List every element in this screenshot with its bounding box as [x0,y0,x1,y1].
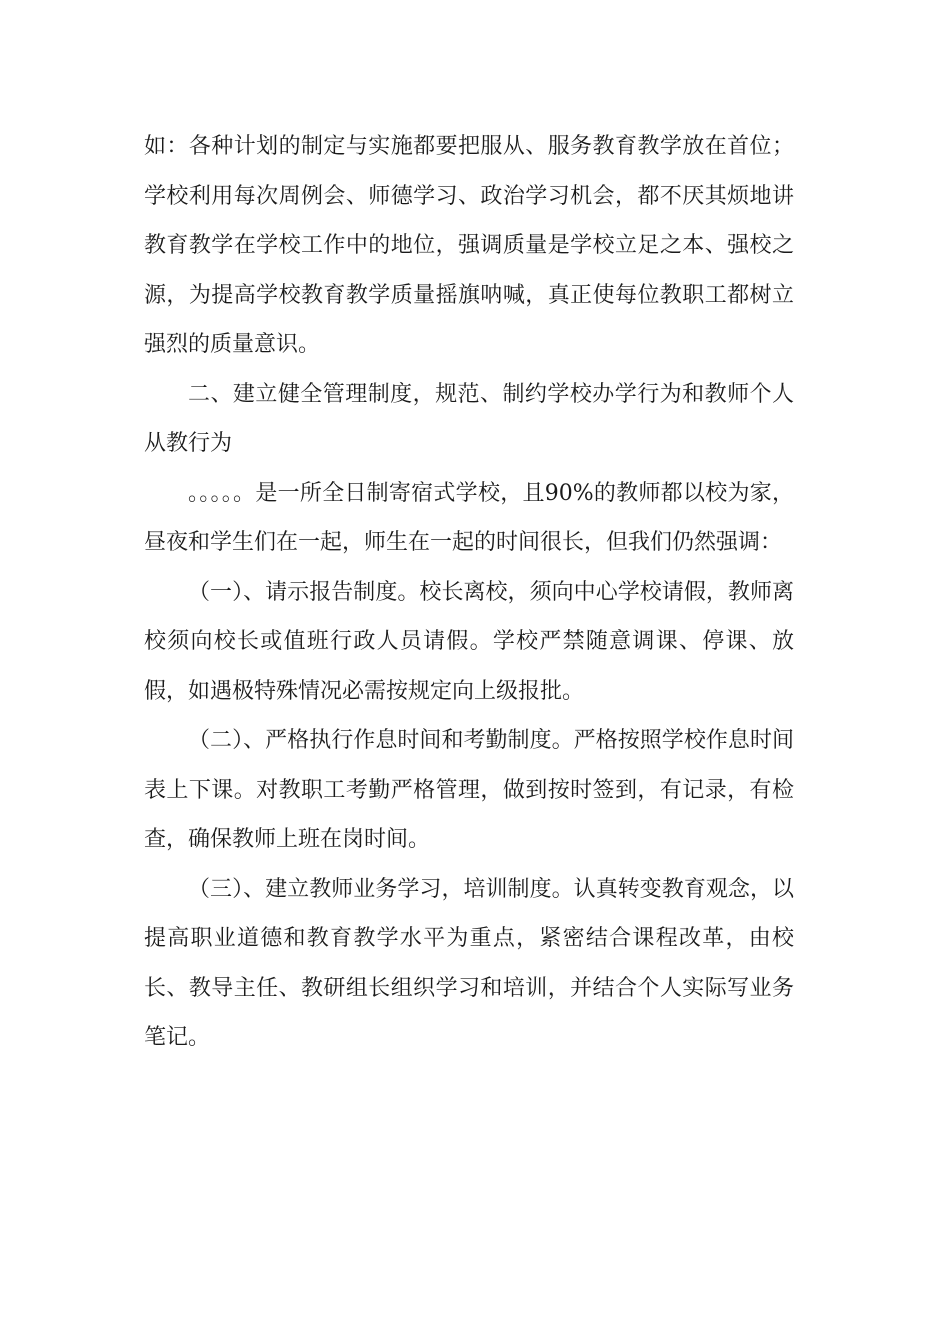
document-page [144,122,794,1063]
paragraph-intro: 如：各种计划的制定与实施都要把服从、服务教育教学放在首位；学校利用每次周例会、师德学习、政治学习机会，都不厌其烦地讲教育教学在学校工作中的地位，强调质量是学校立足之本、强校之源，为提高学校教育教学质量摇旗呐喊，真正使每位教职工都树立强烈的质量意识。 [144,134,794,357]
paragraph-boarding-school: 。。。。。是一所全日制寄宿式学校，且90%的教师都以校为家，昼夜和学生们在一起，师生在一起的时间很长，但我们仍然强调： [144,480,794,555]
section-heading-management-system: 二、建立健全管理制度，规范、制约学校办学行为和教师个人从教行为 [144,381,794,456]
list-item-reporting-system: （一）、请示报告制度。校长离校，须向中心学校请假，教师离校须向校长或值班行政人员请假。学校严禁随意调课、停课、放假，如遇极特殊情况必需按规定向上级报批。 [144,579,794,704]
list-item-training-system: （三）、建立教师业务学习，培训制度。认真转变教育观念，以提高职业道德和教育教学水平为重点，紧密结合课程改革，由校长、教导主任、教研组长组织学习和培训，并结合个人实际写业务笔记。 [144,876,794,1050]
list-item-attendance-system: （二）、严格执行作息时间和考勤制度。严格按照学校作息时间表上下课。对教职工考勤严格管理，做到按时签到，有记录，有检查，确保教师上班在岗时间。 [144,728,794,852]
